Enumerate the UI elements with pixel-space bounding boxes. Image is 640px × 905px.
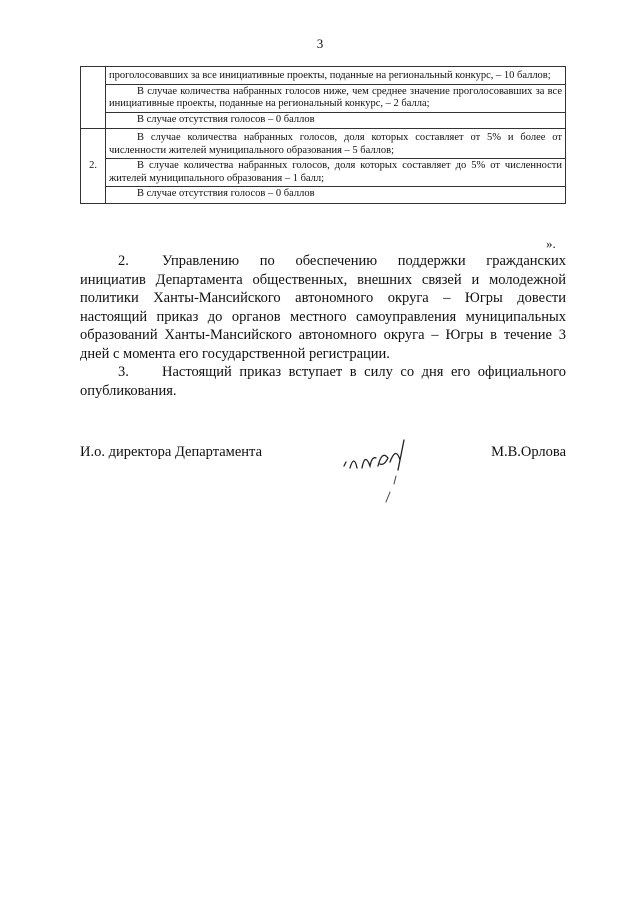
table-row [81, 129, 566, 204]
criteria-table [80, 66, 566, 204]
row-segment: В случае отсутствия голосов – 0 баллов [106, 112, 565, 128]
paragraph-number: 3. [118, 364, 129, 380]
paragraph-3 [80, 363, 566, 400]
paragraph-text: Настоящий приказ вступает в силу со дня его официального опубликования. [80, 364, 566, 399]
handwritten-signature [330, 436, 440, 508]
signatory-name: М.В.Орлова [491, 444, 566, 460]
paragraph-text: Управлению по обеспечению поддержки гражданских инициатив Департамента общественных, внешних связей и молодежной политики Ханты-Мансийского автономного округа – Югры довести настоящий приказ до органов местного самоуправления муниципальных образований Ханты-Мансийского автономного округа – Югры в течение 3 дней с момента его государственной регистрации. [80, 253, 566, 362]
closing-quote: ». [546, 236, 556, 251]
row-text [106, 129, 566, 204]
row-segment: В случае количества набранных голосов, доля которых составляет до 5% от численности жителей муниципального образования – 1 балл; [106, 158, 565, 186]
row-segment: В случае количества набранных голосов ниже, чем среднее значение проголосовавших за все инициативные проекты, поданные на региональный конкурс, – 2 балла; [106, 84, 565, 112]
row-segment: В случае отсутствия голосов – 0 баллов [106, 186, 565, 202]
paragraph-number: 2. [118, 253, 129, 269]
row-number [81, 67, 106, 129]
row-text [106, 67, 566, 129]
row-number: 2. [81, 129, 106, 204]
signatory-title: И.о. директора Департамента [80, 444, 263, 460]
paragraph-2 [80, 252, 566, 363]
table-row [81, 67, 566, 129]
page-number: 3 [316, 36, 324, 51]
signature-block [80, 436, 566, 516]
row-segment: В случае количества набранных голосов, доля которых составляет от 5% и более от численности жителей муниципального образования – 5 баллов; [109, 132, 562, 156]
order-body [80, 252, 566, 400]
row-segment: проголосовавших за все инициативные проекты, поданные на региональный конкурс, – 10 баллов; [109, 70, 551, 81]
